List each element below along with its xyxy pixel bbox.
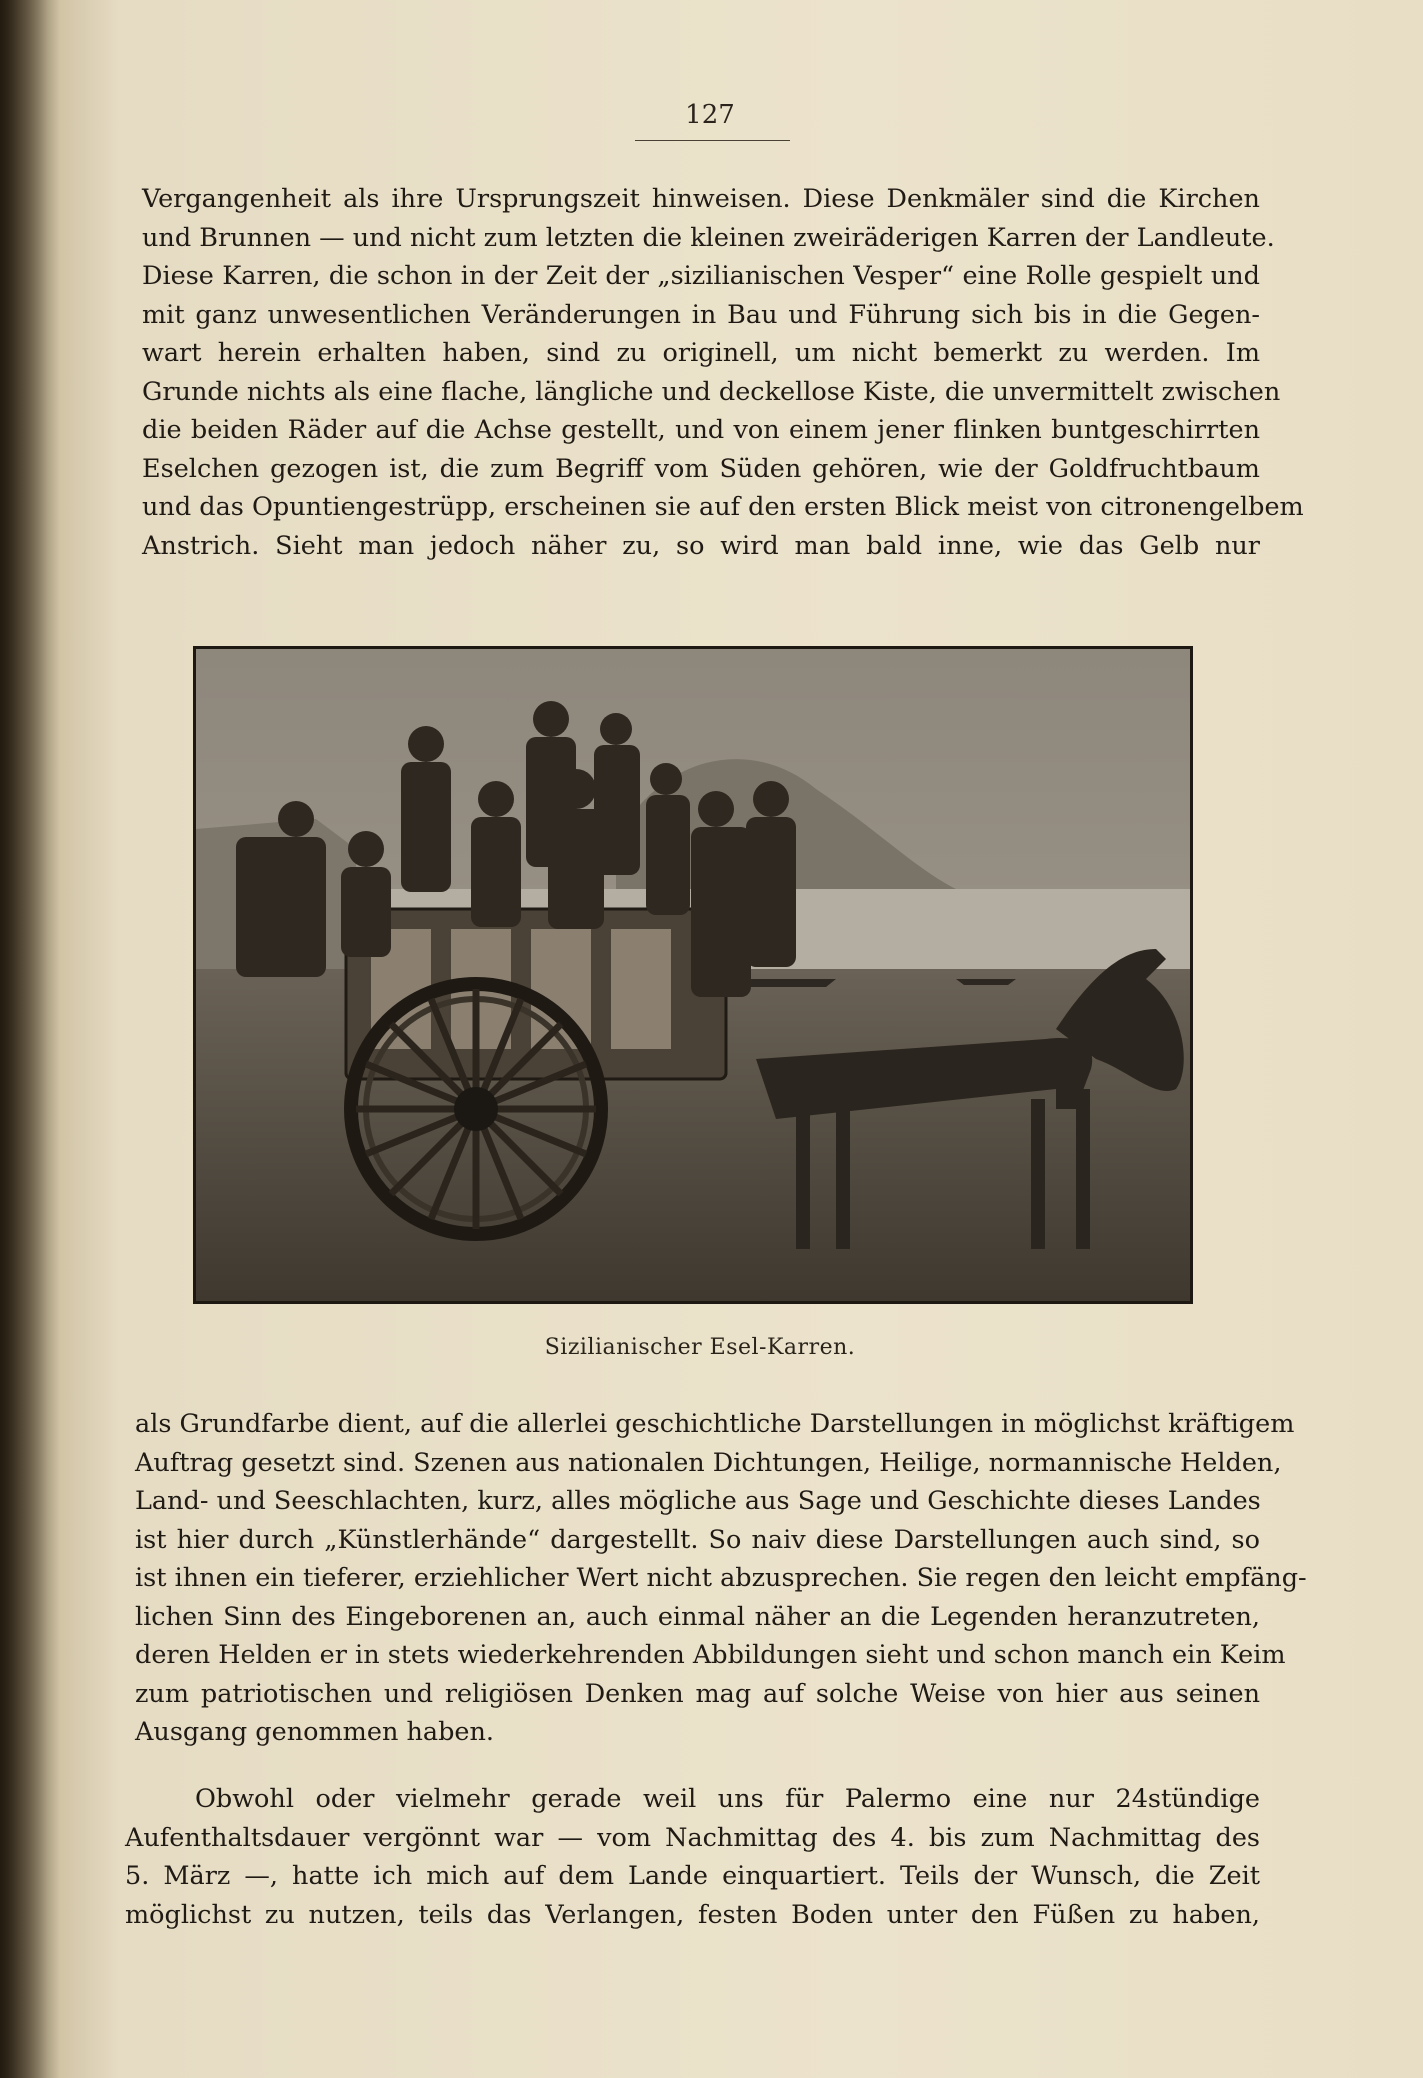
text-line: lichen Sinn des Eingeborenen an, auch einmal näher an die Legenden heranzutreten, — [135, 1601, 1260, 1632]
text-line: Aufenthaltsdauer vergönnt war — vom Nachmittag des 4. bis zum Nachmittag des — [125, 1822, 1260, 1853]
text-line: ist hier durch „Künstlerhände“ dargestellt. So naiv diese Darstellungen auch sind, so — [135, 1524, 1260, 1555]
text-line: mit ganz unwesentlichen Veränderungen in Bau und Führung sich bis in die Gegen- — [142, 299, 1260, 330]
text-line: Anstrich. Sieht man jedoch näher zu, so wird man bald inne, wie das Gelb nur — [142, 530, 1260, 561]
text-line: als Grundfarbe dient, auf die allerlei geschichtliche Darstellungen in möglichst kräftigem — [135, 1409, 1295, 1439]
text-line: ist ihnen ein tieferer, erziehlicher Wert nicht abzusprechen. Sie regen den leicht empfäng- — [135, 1563, 1307, 1593]
paragraph-3 — [125, 1780, 1260, 1934]
paragraph-2 — [135, 1405, 1307, 1752]
text-line: wart herein erhalten haben, sind zu originell, um nicht bemerkt zu werden. Im — [142, 338, 1260, 368]
text-line: und Brunnen — und nicht zum letzten die kleinen zweiräderigen Karren der Landleute. — [142, 222, 1275, 253]
text-line: die beiden Räder auf die Achse gestellt, und von einem jener flinken buntgeschirrten — [142, 415, 1260, 445]
text-line: Auftrag gesetzt sind. Szenen aus nationalen Dichtungen, Heilige, normannische Helden, — [135, 1447, 1282, 1478]
text-line: 5. März —, hatte ich mich auf dem Lande einquartiert. Teils der Wunsch, die Zeit — [125, 1861, 1260, 1891]
paragraph-1 — [142, 180, 1304, 565]
page-gutter-shadow — [0, 0, 60, 2078]
text-line: möglichst zu nutzen, teils das Verlangen, festen Boden unter den Füßen zu haben, — [125, 1899, 1260, 1930]
text-line: zum patriotischen und religiösen Denken mag auf solche Weise von hier aus seinen — [135, 1678, 1260, 1709]
text-line: Ausgang genommen haben. — [135, 1717, 495, 1747]
photo-illustration — [196, 649, 1190, 1301]
text-line: deren Helden er in stets wiederkehrenden Abbildungen sieht und schon manch ein Keim — [135, 1640, 1286, 1670]
header-rule — [635, 140, 790, 141]
text-line: Diese Karren, die schon in der Zeit der „sizilianischen Vesper“ eine Rolle gespielt und — [142, 261, 1260, 291]
page-number: 127 — [685, 100, 735, 130]
text-line: Vergangenheit als ihre Ursprungszeit hinweisen. Diese Denkmäler sind die Kirchen — [142, 184, 1260, 214]
figure-caption: Sizilianischer Esel-Karren. — [544, 1335, 856, 1360]
donkey-cart-photograph — [193, 646, 1193, 1304]
text-line: Obwohl oder vielmehr gerade weil uns für Palermo eine nur 24stündige — [195, 1784, 1260, 1814]
text-line: und das Opuntiengestrüpp, erscheinen sie auf den ersten Blick meist von citronengelbem — [142, 492, 1304, 522]
text-line: Eselchen gezogen ist, die zum Begriff vom Süden gehören, wie der Goldfruchtbaum — [142, 453, 1260, 484]
text-line: Land- und Seeschlachten, kurz, alles mögliche aus Sage und Geschichte dieses Landes — [135, 1486, 1261, 1516]
text-line: Grunde nichts als eine flache, längliche und deckellose Kiste, die unvermittelt zwischen — [142, 376, 1281, 407]
